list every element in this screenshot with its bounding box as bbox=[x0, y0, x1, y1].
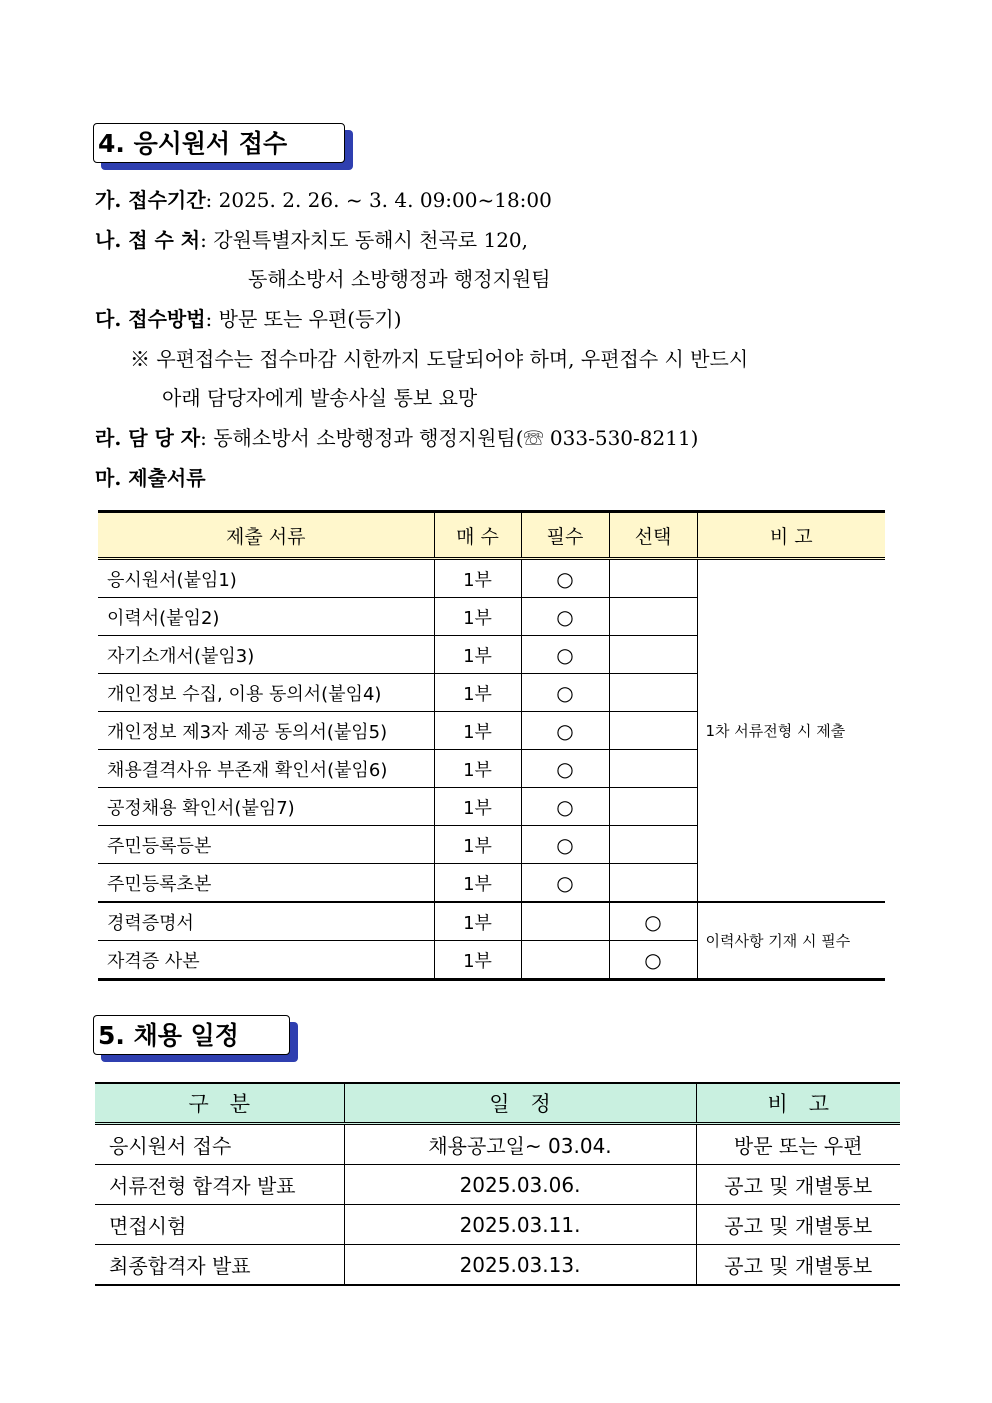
docs-header-row bbox=[98, 512, 885, 559]
note-line-2 bbox=[162, 384, 477, 412]
schedule-item: 응시원서 접수 bbox=[95, 1124, 344, 1165]
header-remarks: 비 고 bbox=[696, 1083, 900, 1124]
doc-name: 응시원서(붙임1) bbox=[98, 559, 434, 598]
doc-name: 개인정보 제3자 제공 동의서(붙임5) bbox=[98, 712, 434, 750]
schedule-date: 2025.03.06. bbox=[344, 1165, 696, 1205]
doc-name: 개인정보 수집, 이용 동의서(붙임4) bbox=[98, 674, 434, 712]
doc-required-mark: ○ bbox=[521, 598, 609, 636]
doc-count: 1부 bbox=[434, 636, 521, 674]
schedule-table bbox=[95, 1082, 900, 1286]
schedule-item: 서류전형 합격자 발표 bbox=[95, 1165, 344, 1205]
method-label: 다. 접수방법 bbox=[95, 307, 206, 331]
doc-optional-mark bbox=[609, 788, 697, 826]
doc-optional-mark bbox=[609, 559, 697, 598]
doc-required-mark: ○ bbox=[521, 750, 609, 788]
schedule-item: 면접시험 bbox=[95, 1205, 344, 1245]
doc-required-mark: ○ bbox=[521, 826, 609, 864]
schedule-date: 채용공고일~ 03.04. bbox=[344, 1124, 696, 1165]
schedule-note: 공고 및 개별통보 bbox=[696, 1245, 900, 1286]
doc-optional-mark bbox=[609, 598, 697, 636]
place-value: : 강원특별자치도 동해시 천곡로 120, bbox=[200, 228, 528, 252]
docs-label: 마. 제출서류 bbox=[95, 466, 206, 490]
doc-required-mark: ○ bbox=[521, 788, 609, 826]
schedule-date: 2025.03.13. bbox=[344, 1245, 696, 1286]
contact-label: 라. 담 당 자 bbox=[95, 426, 201, 450]
schedule-item: 최종합격자 발표 bbox=[95, 1245, 344, 1286]
doc-optional-mark bbox=[609, 674, 697, 712]
doc-name: 이력서(붙임2) bbox=[98, 598, 434, 636]
note-group-2: 이력사항 기재 시 필수 bbox=[697, 902, 885, 980]
doc-count: 1부 bbox=[434, 788, 521, 826]
note-group-1: 1차 서류전형 시 제출 bbox=[697, 559, 885, 903]
mail-note-2: 아래 담당자에게 발송사실 통보 요망 bbox=[162, 386, 478, 410]
doc-required-mark bbox=[521, 902, 609, 941]
table-row bbox=[95, 1165, 900, 1205]
doc-count: 1부 bbox=[434, 750, 521, 788]
doc-count: 1부 bbox=[434, 902, 521, 941]
contact-value: : 동해소방서 소방행정과 행정지원팀(☏ 033-530-8211) bbox=[200, 426, 699, 450]
table-row bbox=[95, 1205, 900, 1245]
doc-name: 공정채용 확인서(붙임7) bbox=[98, 788, 434, 826]
doc-optional-mark bbox=[609, 750, 697, 788]
header-note: 비 고 bbox=[697, 512, 885, 559]
doc-optional-mark: ○ bbox=[609, 902, 697, 941]
schedule-header-row bbox=[95, 1083, 900, 1124]
doc-name: 채용결격사유 부존재 확인서(붙임6) bbox=[98, 750, 434, 788]
doc-required-mark: ○ bbox=[521, 674, 609, 712]
doc-name: 주민등록초본 bbox=[98, 864, 434, 903]
mail-note-1: ※ 우편접수는 접수마감 시한까지 도달되어야 하며, 우편접수 시 반드시 bbox=[130, 347, 749, 371]
docs-line bbox=[95, 464, 206, 492]
doc-required-mark: ○ bbox=[521, 712, 609, 750]
section-4-title: 4. 응시원서 접수 bbox=[93, 123, 345, 163]
header-count: 매 수 bbox=[434, 512, 521, 559]
place-label: 나. 접 수 처 bbox=[95, 228, 201, 252]
header-optional: 선택 bbox=[609, 512, 697, 559]
doc-required-mark: ○ bbox=[521, 636, 609, 674]
schedule-note: 공고 및 개별통보 bbox=[696, 1205, 900, 1245]
table-row bbox=[98, 559, 885, 598]
table-row bbox=[98, 902, 885, 941]
table-row bbox=[95, 1245, 900, 1286]
period-label: 가. 접수기간 bbox=[95, 188, 206, 212]
doc-optional-mark bbox=[609, 712, 697, 750]
doc-count: 1부 bbox=[434, 941, 521, 980]
doc-count: 1부 bbox=[434, 559, 521, 598]
period-value: : 2025. 2. 26. ~ 3. 4. 09:00~18:00 bbox=[205, 188, 552, 212]
place-line-2 bbox=[248, 265, 551, 293]
section-5-title: 5. 채용 일정 bbox=[93, 1015, 290, 1055]
doc-name: 주민등록등본 bbox=[98, 826, 434, 864]
table-row bbox=[95, 1124, 900, 1165]
doc-optional-mark: ○ bbox=[609, 941, 697, 980]
header-required: 필수 bbox=[521, 512, 609, 559]
schedule-date: 2025.03.11. bbox=[344, 1205, 696, 1245]
doc-name: 경력증명서 bbox=[98, 902, 434, 941]
place-line bbox=[95, 226, 528, 254]
doc-name: 자격증 사본 bbox=[98, 941, 434, 980]
method-value: : 방문 또는 우편(등기) bbox=[205, 307, 402, 331]
method-line bbox=[95, 305, 402, 333]
doc-name: 자기소개서(붙임3) bbox=[98, 636, 434, 674]
place-value-2: 동해소방서 소방행정과 행정지원팀 bbox=[248, 267, 551, 291]
docs-table bbox=[98, 510, 885, 981]
doc-count: 1부 bbox=[434, 712, 521, 750]
doc-optional-mark bbox=[609, 864, 697, 903]
doc-required-mark bbox=[521, 941, 609, 980]
header-schedule: 일 정 bbox=[344, 1083, 696, 1124]
header-doc-name: 제출 서류 bbox=[98, 512, 434, 559]
period-line bbox=[95, 186, 552, 214]
doc-count: 1부 bbox=[434, 674, 521, 712]
note-line-1 bbox=[130, 345, 748, 373]
doc-count: 1부 bbox=[434, 864, 521, 903]
header-category: 구 분 bbox=[95, 1083, 344, 1124]
doc-count: 1부 bbox=[434, 598, 521, 636]
doc-count: 1부 bbox=[434, 826, 521, 864]
doc-optional-mark bbox=[609, 636, 697, 674]
schedule-note: 방문 또는 우편 bbox=[696, 1124, 900, 1165]
doc-optional-mark bbox=[609, 826, 697, 864]
doc-required-mark: ○ bbox=[521, 864, 609, 903]
schedule-note: 공고 및 개별통보 bbox=[696, 1165, 900, 1205]
contact-line bbox=[95, 424, 698, 452]
doc-required-mark: ○ bbox=[521, 559, 609, 598]
